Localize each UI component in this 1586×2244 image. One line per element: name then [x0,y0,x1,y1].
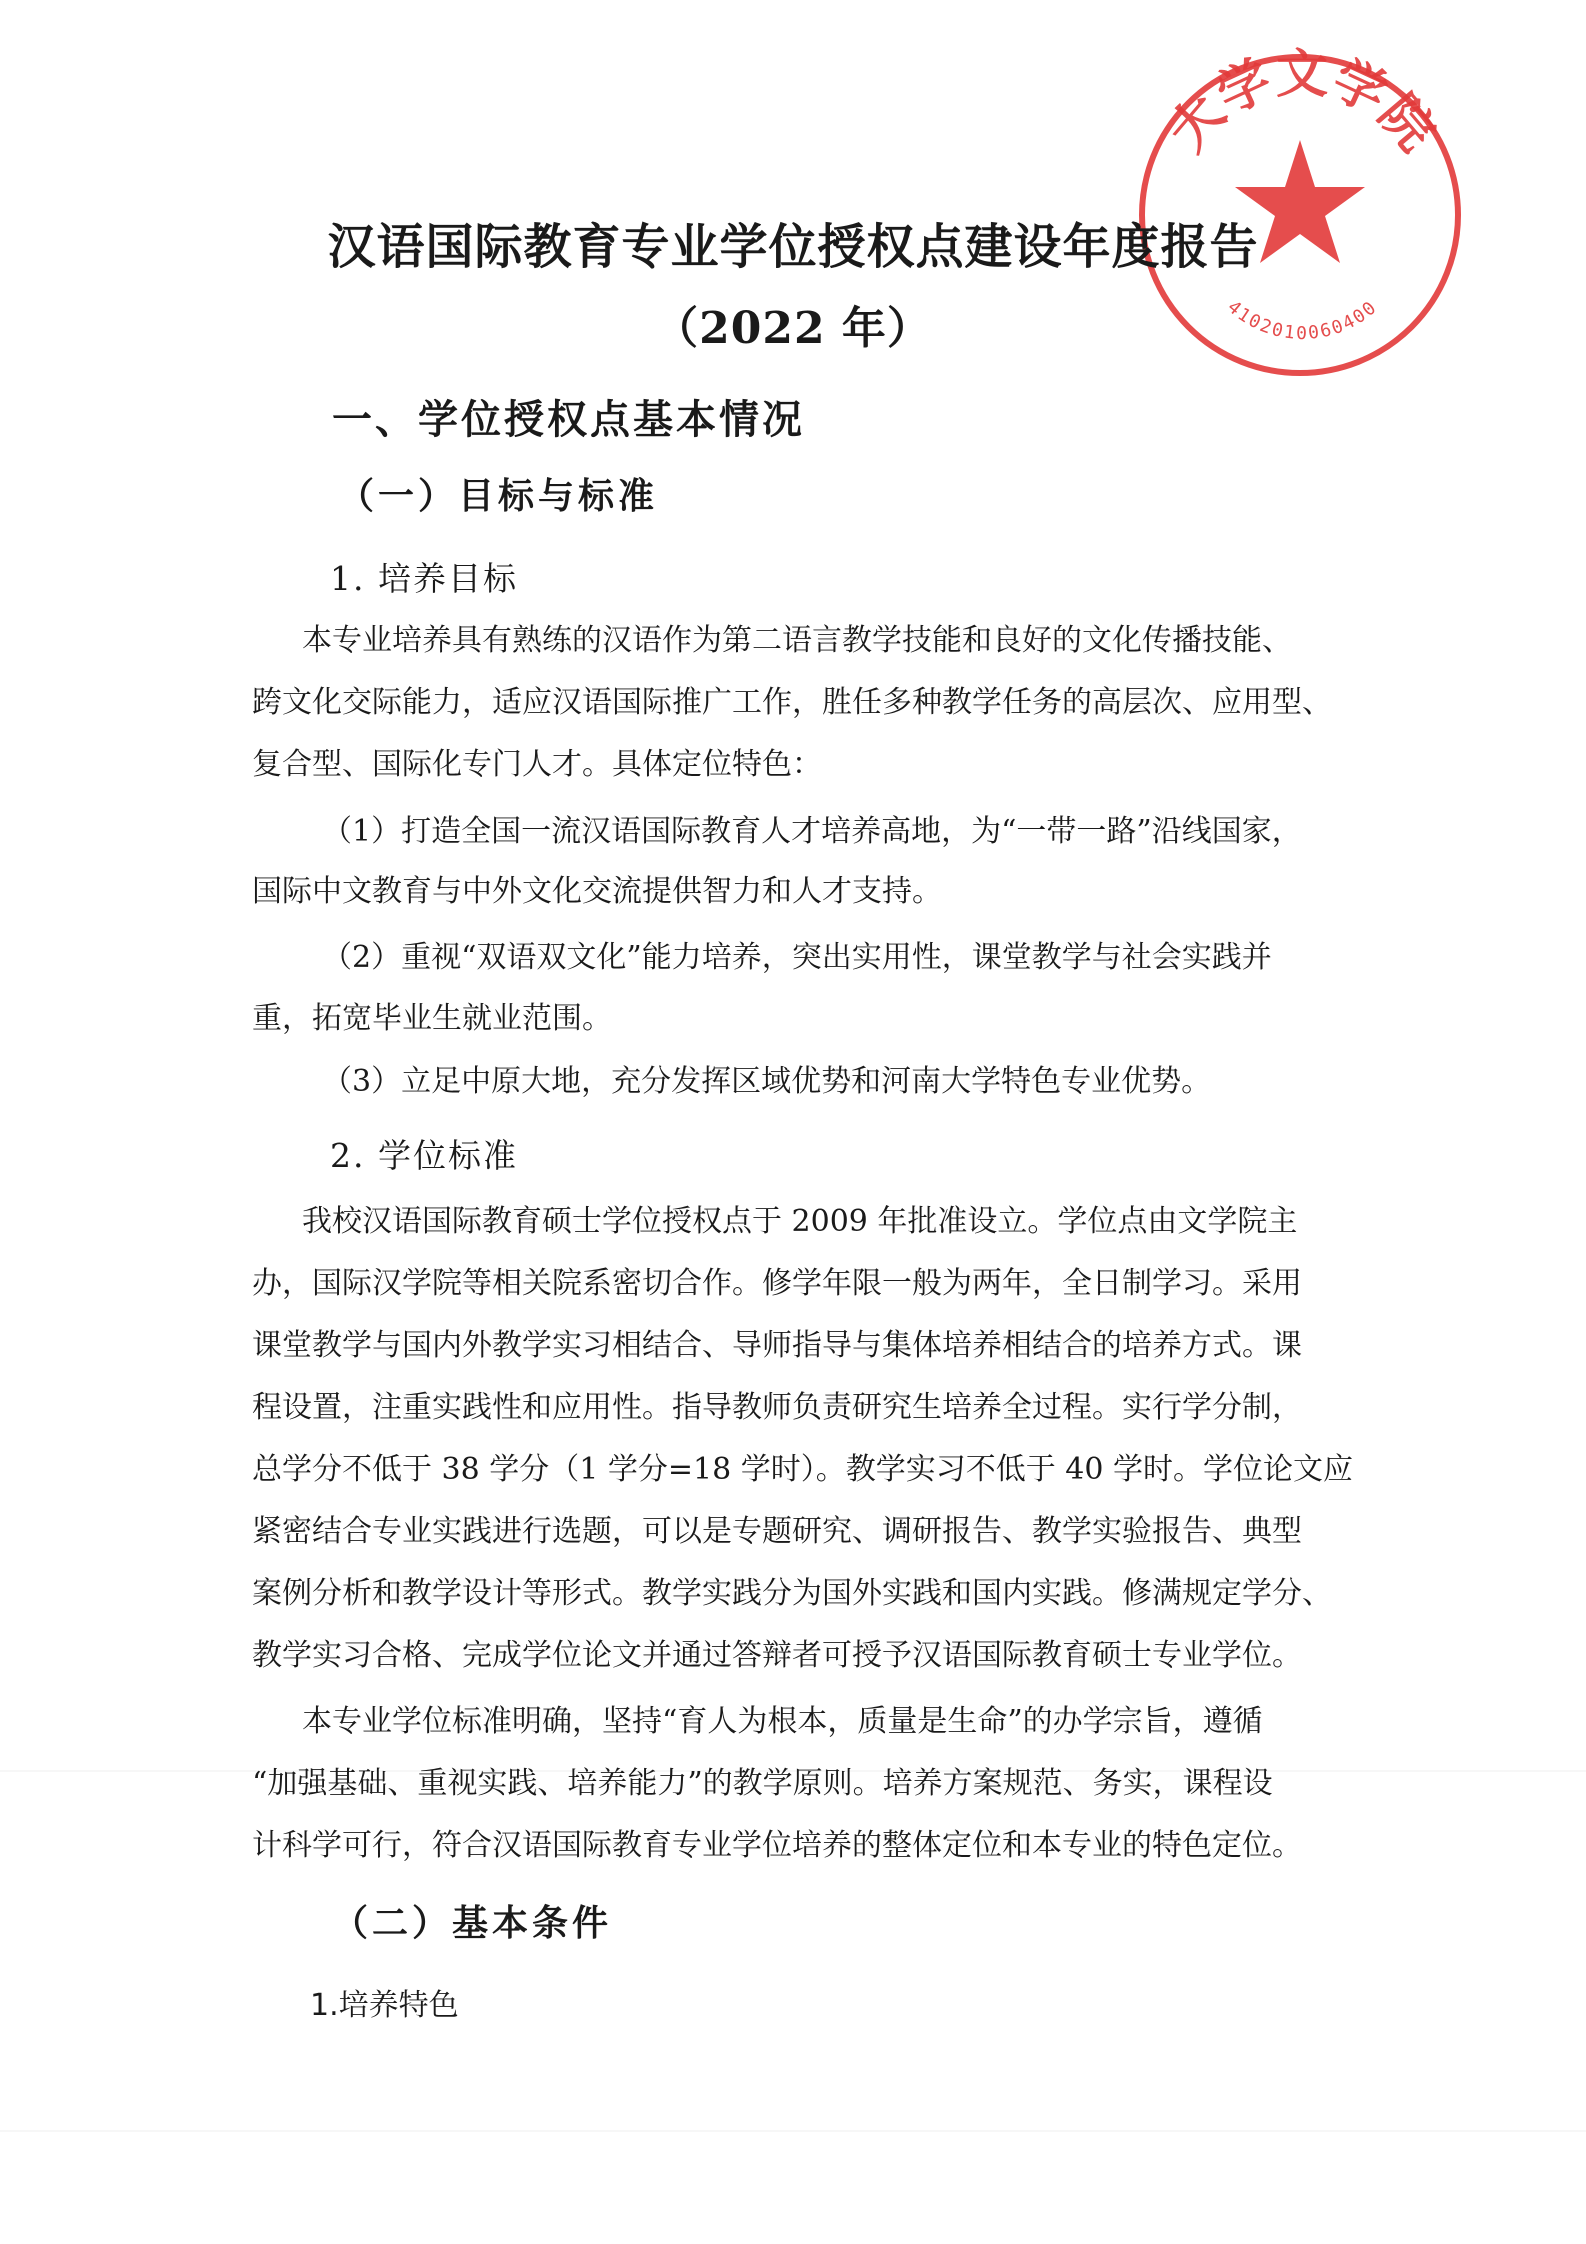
svg-text:大学文学院: 大学文学院 [1157,45,1447,163]
svg-text:4102010060400: 4102010060400 [1223,296,1382,344]
paragraph-line: 我校汉语国际教育硕士学位授权点于 2009 年批准设立。学位点由文学院主 [302,1204,1298,1239]
paragraph-line: 复合型、国际化专门人才。具体定位特色： [252,747,822,782]
list-item-2-line: （2）重视“双语双文化”能力培养，突出实用性，课堂教学与社会实践并 [322,940,1272,975]
section-heading-1: 一、学位授权点基本情况 [332,397,805,443]
subsection-heading-basic-conditions: （二）基本条件 [332,1903,613,1944]
list-item-1-line: （1）打造全国一流汉语国际教育人才培养高地，为“一带一路”沿线国家， [322,814,1302,849]
report-title: 汉语国际教育专业学位授权点建设年度报告 [327,219,1259,275]
report-year: （2022 年） [654,303,932,354]
paragraph-line: 计科学可行，符合汉语国际教育专业学位培养的整体定位和本专业的特色定位。 [252,1828,1302,1863]
paragraph-line: 案例分析和教学设计等形式。教学实践分为国外实践和国内实践。修满规定学分、 [252,1576,1332,1611]
paragraph-line: 总学分不低于 38 学分（1 学分=18 学时）。教学实习不低于 40 学时。学位论文应 [252,1452,1353,1487]
paragraph-line: 程设置，注重实践性和应用性。指导教师负责研究生培养全过程。实行学分制， [252,1390,1302,1425]
list-item-2-line: 重，拓宽毕业生就业范围。 [252,1001,612,1036]
subsection-heading-goals-standards: （一）目标与标准 [338,476,659,517]
paragraph-line: 办，国际汉学院等相关院系密切合作。修学年限一般为两年，全日制学习。采用 [252,1266,1302,1301]
paragraph-line: “加强基础、重视实践、培养能力”的教学原则。培养方案规范、务实，课程设 [252,1766,1273,1801]
paragraph-line: 跨文化交际能力，适应汉语国际推广工作，胜任多种教学任务的高层次、应用型、 [252,685,1332,720]
list-item-3-line: （3）立足中原大地，充分发挥区域优势和河南大学特色专业优势。 [322,1064,1212,1099]
item-heading-training-goal: 1. 培养目标 [330,559,518,598]
paragraph-line: 教学实习合格、完成学位论文并通过答辩者可授予汉语国际教育硕士专业学位。 [252,1638,1302,1673]
item-heading-degree-standard: 2. 学位标准 [330,1136,518,1175]
list-item-1-line: 国际中文教育与中外文化交流提供智力和人才支持。 [252,874,942,909]
paragraph-line: 本专业培养具有熟练的汉语作为第二语言教学技能和良好的文化传播技能、 [302,623,1292,658]
paragraph-line: 本专业学位标准明确，坚持“育人为根本，质量是生命”的办学宗旨，遵循 [302,1704,1263,1739]
paragraph-line: 紧密结合专业实践进行选题，可以是专题研究、调研报告、教学实验报告、典型 [252,1514,1302,1549]
paragraph-line: 课堂教学与国内外教学实习相结合、导师指导与集体培养相结合的培养方式。课 [252,1328,1302,1363]
item-heading-training-features: 1.培养特色 [310,1988,459,2023]
